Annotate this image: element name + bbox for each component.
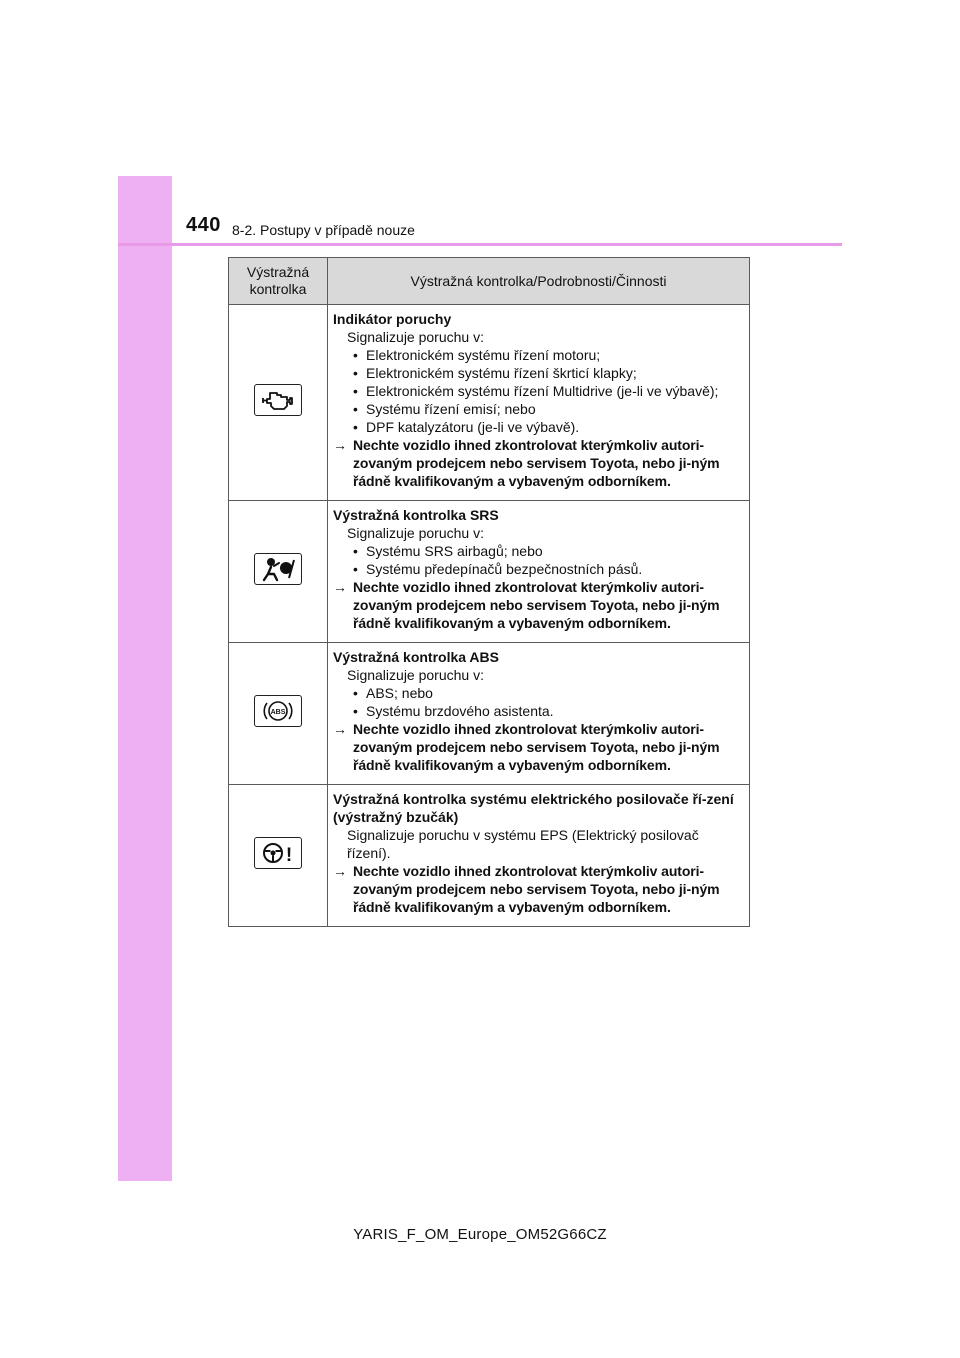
list-item: • Systému SRS airbagů; nebo bbox=[353, 542, 745, 560]
section-title: 8-2. Postupy v případě nouze bbox=[232, 222, 415, 238]
arrow-right-icon: → bbox=[333, 863, 347, 879]
list-item: • Elektronickém systému řízení motoru; bbox=[353, 346, 745, 364]
side-color-band bbox=[118, 176, 172, 1181]
action-text: → Nechte vozidlo ihned zkontrolovat kterýmkoliv autori-zovaným prodejcem nebo servisem Toyota, nebo ji-ným řádně kvalifikovaným a vybaveným odborníkem. bbox=[333, 721, 720, 773]
fault-list bbox=[333, 346, 745, 436]
warning-title: Výstražná kontrolka systému elektrického posilovače ří-zení (výstražný bzučák) bbox=[333, 791, 734, 825]
description-cell bbox=[328, 501, 750, 643]
arrow-right-icon: → bbox=[333, 579, 347, 595]
list-item: • Elektronickém systému řízení Multidrive (je-li ve výbavě); bbox=[353, 382, 745, 400]
list-item: • Systému brzdového asistenta. bbox=[353, 702, 745, 720]
table-row bbox=[229, 501, 750, 643]
description-cell bbox=[328, 785, 750, 927]
description-cell bbox=[328, 643, 750, 785]
table-row bbox=[229, 305, 750, 501]
signal-text: Signalizuje poruchu v: bbox=[347, 667, 484, 683]
power-steering-warning-icon bbox=[254, 837, 302, 869]
abs-icon-label: ABS bbox=[270, 709, 286, 716]
list-item: • Systému řízení emisí; nebo bbox=[353, 400, 745, 418]
warning-lights-table bbox=[228, 257, 750, 927]
exclamation-label: ! bbox=[285, 845, 293, 866]
header-rule bbox=[118, 243, 842, 246]
icon-cell bbox=[229, 305, 328, 501]
list-item: • Elektronickém systému řízení škrticí klapky; bbox=[353, 364, 745, 382]
table-row bbox=[229, 785, 750, 927]
signal-text: Signalizuje poruchu v systému EPS (Elektrický posilovač řízení). bbox=[347, 827, 699, 861]
warning-title: Indikátor poruchy bbox=[333, 311, 452, 327]
fault-list bbox=[333, 684, 745, 720]
table-header-row bbox=[229, 258, 750, 305]
document-code: YARIS_F_OM_Europe_OM52G66CZ bbox=[353, 1226, 607, 1243]
col-header-icon: Výstražná kontrolka bbox=[229, 258, 328, 305]
airbag-icon bbox=[254, 553, 302, 585]
col-header-description: Výstražná kontrolka/Podrobnosti/Činnosti bbox=[328, 258, 750, 305]
icon-cell bbox=[229, 643, 328, 785]
arrow-right-icon: → bbox=[333, 721, 347, 737]
fault-list bbox=[333, 542, 745, 578]
list-item: • Systému předepínačů bezpečnostních pásů. bbox=[353, 560, 745, 578]
action-text: → Nechte vozidlo ihned zkontrolovat kterýmkoliv autori-zovaným prodejcem nebo servisem Toyota, nebo ji-ným řádně kvalifikovaným a vybaveným odborníkem. bbox=[333, 437, 720, 489]
signal-text: Signalizuje poruchu v: bbox=[347, 525, 484, 541]
icon-cell bbox=[229, 785, 328, 927]
signal-text: Signalizuje poruchu v: bbox=[347, 329, 484, 345]
abs-icon bbox=[254, 695, 302, 727]
list-item: • ABS; nebo bbox=[353, 684, 745, 702]
engine-check-icon bbox=[254, 384, 302, 416]
description-cell bbox=[328, 305, 750, 501]
action-text: → Nechte vozidlo ihned zkontrolovat kterýmkoliv autori-zovaným prodejcem nebo servisem Toyota, nebo ji-ným řádně kvalifikovaným a vybaveným odborníkem. bbox=[333, 579, 720, 631]
warning-title: Výstražná kontrolka ABS bbox=[333, 649, 499, 665]
list-item: • DPF katalyzátoru (je-li ve výbavě). bbox=[353, 418, 745, 436]
page-number: 440 bbox=[186, 214, 221, 236]
arrow-right-icon: → bbox=[333, 437, 347, 453]
warning-title: Výstražná kontrolka SRS bbox=[333, 507, 499, 523]
action-text: → Nechte vozidlo ihned zkontrolovat kterýmkoliv autori-zovaným prodejcem nebo servisem Toyota, nebo ji-ným řádně kvalifikovaným a vybaveným odborníkem. bbox=[333, 863, 720, 915]
icon-cell bbox=[229, 501, 328, 643]
table-row bbox=[229, 643, 750, 785]
